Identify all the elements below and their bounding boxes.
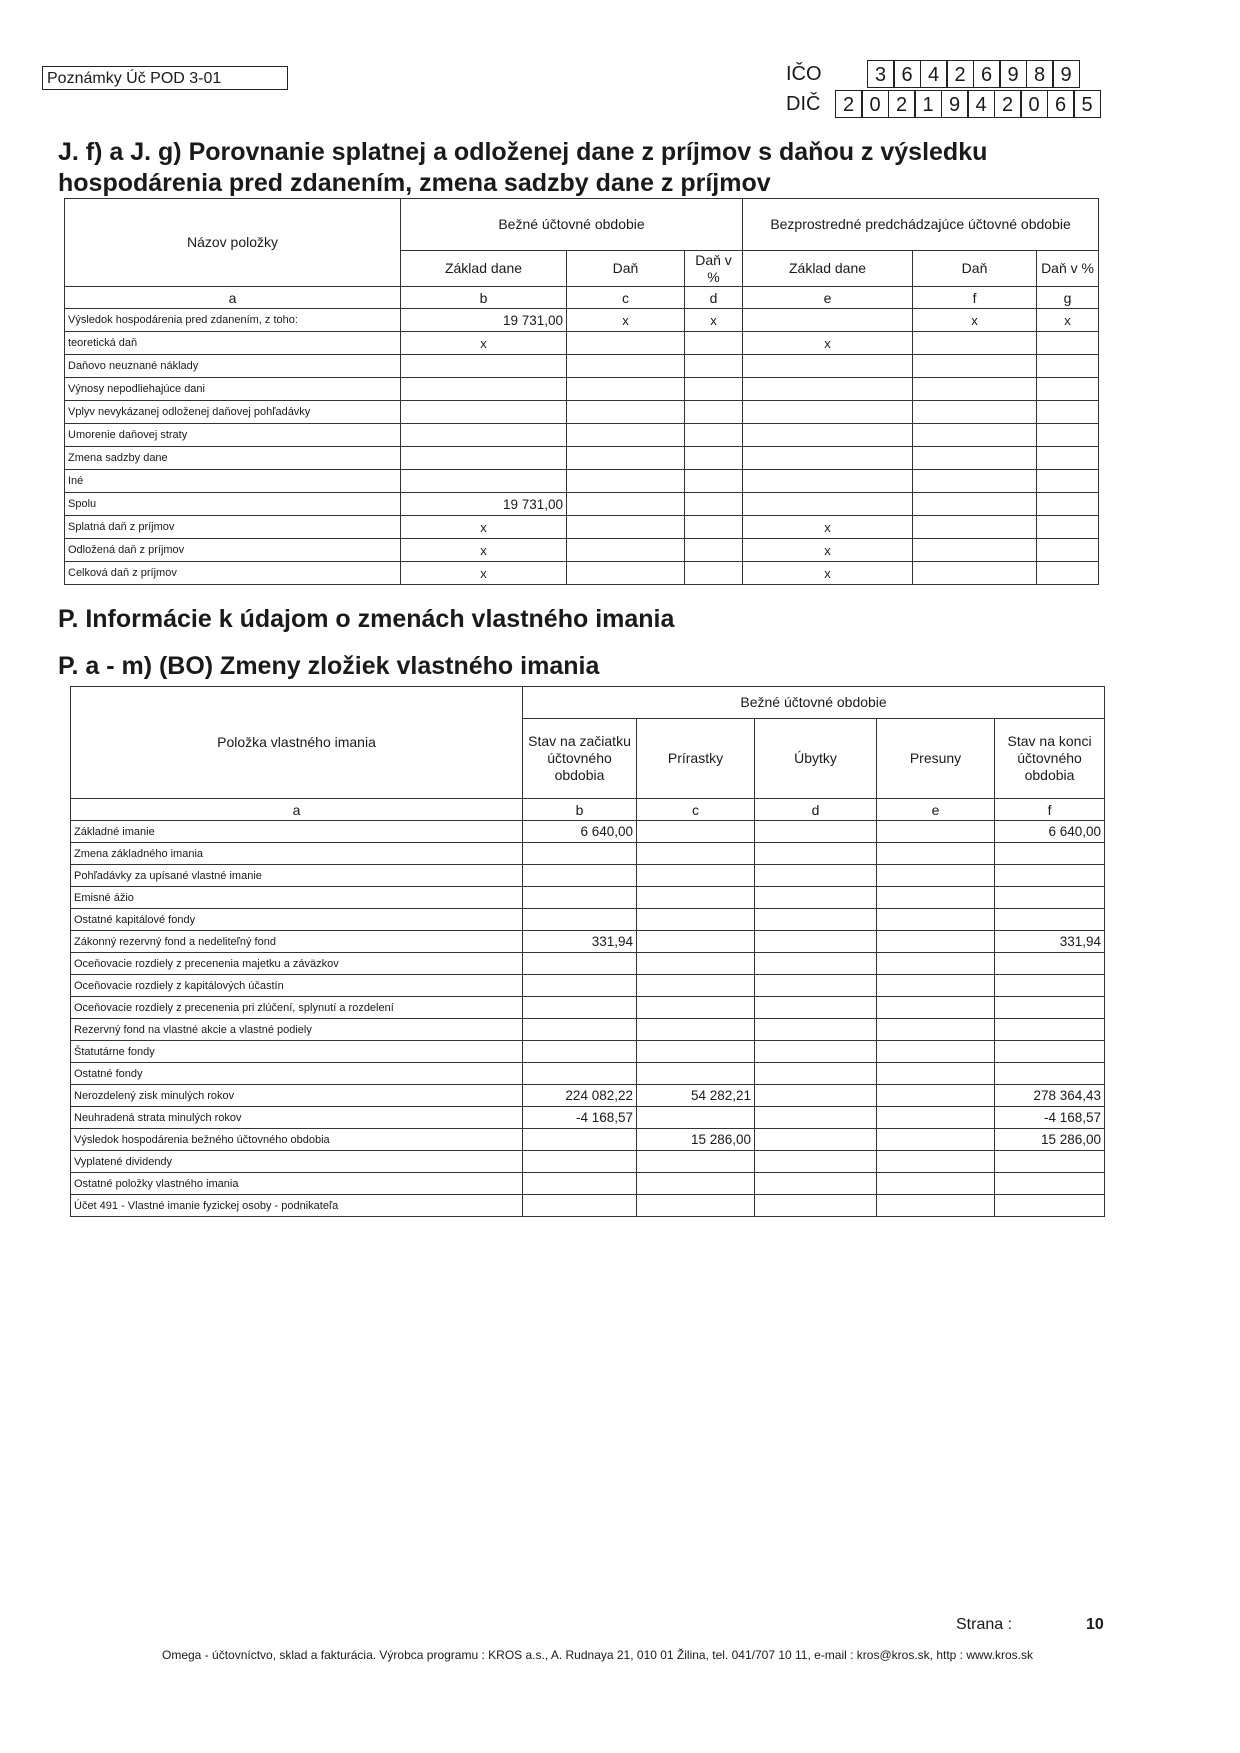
col-letter: a — [65, 287, 401, 309]
col-header-current-period: Bežné účtovné obdobie — [523, 687, 1105, 719]
col-header-base: Základ dane — [401, 251, 567, 287]
cell-g — [1037, 378, 1099, 401]
cell-f — [995, 909, 1105, 931]
cell-c — [567, 470, 685, 493]
cell-d — [685, 378, 743, 401]
cell-f: -4 168,57 — [995, 1107, 1105, 1129]
cell-c — [567, 562, 685, 585]
cell-e — [877, 1195, 995, 1217]
table-row — [71, 953, 1105, 975]
cell-g — [1037, 562, 1099, 585]
cell-f: 278 364,43 — [995, 1085, 1105, 1107]
cell-f — [913, 562, 1037, 585]
cell-f — [995, 1173, 1105, 1195]
cell-g — [1037, 516, 1099, 539]
row-label: Splatná daň z príjmov — [65, 516, 401, 539]
row-label: Oceňovacie rozdiely z precenenia majetku a záväzkov — [71, 953, 523, 975]
col-letter: g — [1037, 287, 1099, 309]
cell-c — [637, 953, 755, 975]
cell-f: 15 286,00 — [995, 1129, 1105, 1151]
row-label: Pohľadávky za upísané vlastné imanie — [71, 865, 523, 887]
cell-c — [637, 975, 755, 997]
dic-digit: 9 — [941, 90, 969, 118]
row-label: Celková daň z príjmov — [65, 562, 401, 585]
cell-e — [743, 470, 913, 493]
cell-d — [685, 447, 743, 470]
col-header-transfer: Presuny — [877, 719, 995, 799]
cell-e — [877, 843, 995, 865]
col-letter: e — [743, 287, 913, 309]
cell-d — [755, 1173, 877, 1195]
cell-b — [401, 378, 567, 401]
table-row — [65, 493, 1099, 516]
cell-b — [401, 424, 567, 447]
section-p-title: P. Informácie k údajom o zmenách vlastného imania — [58, 605, 675, 633]
cell-c — [567, 378, 685, 401]
cell-c — [567, 516, 685, 539]
cell-d — [685, 424, 743, 447]
table-row — [65, 447, 1099, 470]
section-j-title-line2: hospodárenia pred zdanením, zmena sadzby dane z príjmov — [58, 169, 771, 197]
cell-b — [523, 1151, 637, 1173]
row-label: Ostatné kapitálové fondy — [71, 909, 523, 931]
cell-c — [637, 1041, 755, 1063]
dic-digit: 2 — [888, 90, 916, 118]
cell-d — [755, 909, 877, 931]
cell-f — [995, 843, 1105, 865]
cell-d — [755, 865, 877, 887]
cell-e — [877, 865, 995, 887]
col-letter: d — [755, 799, 877, 821]
row-label: Iné — [65, 470, 401, 493]
cell-d — [755, 1019, 877, 1041]
cell-c — [637, 865, 755, 887]
cell-e — [743, 355, 913, 378]
cell-e: x — [743, 539, 913, 562]
cell-d — [755, 1085, 877, 1107]
cell-b: x — [401, 562, 567, 585]
cell-e: x — [743, 516, 913, 539]
table-row — [71, 1019, 1105, 1041]
dic-digit: 2 — [994, 90, 1022, 118]
cell-f — [995, 953, 1105, 975]
col-letter: f — [995, 799, 1105, 821]
page-number: 10 — [1086, 1616, 1104, 1633]
cell-d — [685, 332, 743, 355]
table-row — [71, 1107, 1105, 1129]
table-row — [71, 1173, 1105, 1195]
col-header-tax-pct: Daň v % — [685, 251, 743, 287]
table-row — [65, 378, 1099, 401]
cell-f — [913, 447, 1037, 470]
col-header-tax: Daň — [567, 251, 685, 287]
cell-f — [995, 1151, 1105, 1173]
table-row — [71, 1151, 1105, 1173]
cell-e: x — [743, 562, 913, 585]
cell-f — [995, 975, 1105, 997]
table-row — [71, 843, 1105, 865]
cell-d — [755, 1151, 877, 1173]
cell-e — [877, 821, 995, 843]
cell-b — [523, 843, 637, 865]
ico-digit: 3 — [867, 60, 895, 88]
cell-e — [743, 447, 913, 470]
dic-digit: 6 — [1047, 90, 1075, 118]
cell-d — [685, 470, 743, 493]
cell-c — [567, 332, 685, 355]
cell-c — [637, 887, 755, 909]
ico-digit: 9 — [999, 60, 1027, 88]
cell-g — [1037, 493, 1099, 516]
tax-comparison-table — [64, 198, 1099, 585]
cell-d — [755, 975, 877, 997]
cell-f — [995, 1195, 1105, 1217]
letters-row — [65, 287, 1099, 309]
cell-b — [401, 355, 567, 378]
table-row — [71, 1195, 1105, 1217]
row-label: Nerozdelený zisk minulých rokov — [71, 1085, 523, 1107]
table-row — [71, 975, 1105, 997]
cell-d — [685, 355, 743, 378]
col-header-tax-prev: Daň — [913, 251, 1037, 287]
cell-e — [743, 309, 913, 332]
cell-c — [637, 931, 755, 953]
col-header-equity-item: Položka vlastného imania — [71, 687, 523, 799]
cell-b — [523, 909, 637, 931]
cell-f: 6 640,00 — [995, 821, 1105, 843]
col-header-name: Názov položky — [65, 199, 401, 287]
cell-b: -4 168,57 — [523, 1107, 637, 1129]
cell-b — [523, 865, 637, 887]
row-label: Účet 491 - Vlastné imanie fyzickej osoby - podnikateľa — [71, 1195, 523, 1217]
cell-e — [877, 1151, 995, 1173]
cell-e — [743, 493, 913, 516]
cell-b: x — [401, 539, 567, 562]
table-row — [65, 355, 1099, 378]
table-row — [71, 1085, 1105, 1107]
dic-digit: 0 — [1020, 90, 1048, 118]
cell-c — [637, 1063, 755, 1085]
cell-f — [995, 1063, 1105, 1085]
table-row — [71, 887, 1105, 909]
ico-digit: 8 — [1026, 60, 1054, 88]
col-letter: b — [401, 287, 567, 309]
cell-b — [523, 1019, 637, 1041]
cell-g — [1037, 424, 1099, 447]
row-label: Rezervný fond na vlastné akcie a vlastné podiely — [71, 1019, 523, 1041]
cell-b: 19 731,00 — [401, 493, 567, 516]
table-row — [71, 821, 1105, 843]
cell-d — [755, 843, 877, 865]
table-row — [65, 516, 1099, 539]
cell-d — [755, 931, 877, 953]
row-label: Odložená daň z príjmov — [65, 539, 401, 562]
ico-digit: 6 — [893, 60, 921, 88]
cell-c — [637, 1019, 755, 1041]
cell-c — [567, 493, 685, 516]
row-label: Ostatné fondy — [71, 1063, 523, 1085]
cell-f — [913, 332, 1037, 355]
cell-g — [1037, 539, 1099, 562]
ico-digit: 6 — [973, 60, 1001, 88]
cell-b — [523, 1041, 637, 1063]
cell-g — [1037, 470, 1099, 493]
cell-d — [755, 887, 877, 909]
cell-c: 15 286,00 — [637, 1129, 755, 1151]
section-p-subtitle: P. a - m) (BO) Zmeny zložiek vlastného imania — [58, 652, 600, 680]
ico-digit: 4 — [920, 60, 948, 88]
cell-f — [913, 493, 1037, 516]
cell-f — [913, 539, 1037, 562]
ico-row — [786, 60, 1080, 88]
equity-changes-table — [70, 686, 1105, 1217]
cell-b — [401, 447, 567, 470]
col-header-current-period: Bežné účtovné obdobie — [401, 199, 743, 251]
cell-f — [913, 401, 1037, 424]
dic-row — [786, 90, 1101, 118]
row-label: Ostatné položky vlastného imania — [71, 1173, 523, 1195]
col-header-end: Stav na konci účtovného obdobia — [995, 719, 1105, 799]
cell-c — [567, 424, 685, 447]
row-label: Spolu — [65, 493, 401, 516]
page-label: Strana : — [956, 1616, 1013, 1633]
row-label: Zákonný rezervný fond a nedeliteľný fond — [71, 931, 523, 953]
letters-row — [71, 799, 1105, 821]
row-label: Zmena základného imania — [71, 843, 523, 865]
col-letter: b — [523, 799, 637, 821]
col-header-decrease: Úbytky — [755, 719, 877, 799]
cell-d — [755, 821, 877, 843]
col-letter: f — [913, 287, 1037, 309]
col-letter: d — [685, 287, 743, 309]
cell-d — [755, 1041, 877, 1063]
cell-e — [877, 975, 995, 997]
cell-g — [1037, 401, 1099, 424]
cell-f — [913, 378, 1037, 401]
cell-e — [877, 909, 995, 931]
table-row — [65, 539, 1099, 562]
col-letter: e — [877, 799, 995, 821]
col-letter: c — [567, 287, 685, 309]
cell-c — [637, 821, 755, 843]
cell-e — [743, 424, 913, 447]
col-header-increase: Prírastky — [637, 719, 755, 799]
dic-digit: 4 — [967, 90, 995, 118]
cell-c — [637, 1151, 755, 1173]
cell-f — [913, 470, 1037, 493]
cell-b: 6 640,00 — [523, 821, 637, 843]
cell-b — [401, 401, 567, 424]
cell-f: 331,94 — [995, 931, 1105, 953]
cell-d — [755, 953, 877, 975]
cell-d — [755, 1129, 877, 1151]
cell-e — [877, 1107, 995, 1129]
cell-b — [523, 1173, 637, 1195]
row-label: Výsledok hospodárenia pred zdanením, z toho: — [65, 309, 401, 332]
table-row — [65, 332, 1099, 355]
row-label: Oceňovacie rozdiely z kapitálových účastín — [71, 975, 523, 997]
cell-d — [755, 997, 877, 1019]
cell-b — [523, 887, 637, 909]
cell-e — [877, 1019, 995, 1041]
row-label: Zmena sadzby dane — [65, 447, 401, 470]
row-label: Základné imanie — [71, 821, 523, 843]
cell-c — [567, 539, 685, 562]
cell-e — [743, 401, 913, 424]
cell-c — [567, 447, 685, 470]
col-header-tax-pct-prev: Daň v % — [1037, 251, 1099, 287]
row-label: Oceňovacie rozdiely z precenenia pri zlúčení, splynutí a rozdelení — [71, 997, 523, 1019]
cell-e — [877, 887, 995, 909]
cell-b — [401, 470, 567, 493]
cell-f — [913, 355, 1037, 378]
cell-b: 19 731,00 — [401, 309, 567, 332]
table-row — [65, 424, 1099, 447]
col-header-start: Stav na začiatku účtovného obdobia — [523, 719, 637, 799]
row-label: Umorenie daňovej straty — [65, 424, 401, 447]
cell-c: x — [567, 309, 685, 332]
cell-g — [1037, 355, 1099, 378]
dic-digit: 5 — [1073, 90, 1101, 118]
cell-d — [755, 1195, 877, 1217]
table-row — [71, 865, 1105, 887]
cell-d: x — [685, 309, 743, 332]
cell-c — [637, 1173, 755, 1195]
cell-d — [685, 401, 743, 424]
cell-b — [523, 997, 637, 1019]
table-row — [71, 1041, 1105, 1063]
cell-e — [877, 1173, 995, 1195]
row-label: Štatutárne fondy — [71, 1041, 523, 1063]
cell-c — [567, 401, 685, 424]
cell-c — [637, 909, 755, 931]
table-row — [65, 562, 1099, 585]
col-letter: a — [71, 799, 523, 821]
cell-f — [913, 424, 1037, 447]
row-label: Vplyv nevykázanej odloženej daňovej pohľadávky — [65, 401, 401, 424]
dic-digit: 0 — [861, 90, 889, 118]
cell-f — [995, 997, 1105, 1019]
cell-f — [995, 887, 1105, 909]
col-header-base-prev: Základ dane — [743, 251, 913, 287]
cell-b — [523, 1063, 637, 1085]
cell-b: 224 082,22 — [523, 1085, 637, 1107]
cell-d — [755, 1063, 877, 1085]
cell-e — [877, 1041, 995, 1063]
cell-d — [685, 539, 743, 562]
table-row — [71, 997, 1105, 1019]
cell-f — [995, 865, 1105, 887]
row-label: teoretická daň — [65, 332, 401, 355]
cell-d — [755, 1107, 877, 1129]
ico-label: IČO — [786, 62, 822, 85]
cell-e — [877, 1085, 995, 1107]
table-row — [65, 309, 1099, 332]
table-row — [71, 1129, 1105, 1151]
cell-e — [877, 1063, 995, 1085]
cell-e — [877, 953, 995, 975]
cell-e — [743, 378, 913, 401]
row-label: Daňovo neuznané náklady — [65, 355, 401, 378]
cell-d — [685, 562, 743, 585]
cell-c — [637, 997, 755, 1019]
section-j-title-line1: J. f) a J. g) Porovnanie splatnej a odloženej dane z príjmov s daňou z výsledku — [58, 138, 988, 166]
row-label: Výsledok hospodárenia bežného účtovného obdobia — [71, 1129, 523, 1151]
cell-c: 54 282,21 — [637, 1085, 755, 1107]
row-label: Vyplatené dividendy — [71, 1151, 523, 1173]
dic-label: DIČ — [786, 92, 821, 115]
cell-b: x — [401, 332, 567, 355]
cell-c — [567, 355, 685, 378]
table-row — [71, 931, 1105, 953]
col-header-previous-period: Bezprostredné predchádzajúce účtovné obdobie — [743, 199, 1099, 251]
cell-c — [637, 843, 755, 865]
cell-c — [637, 1107, 755, 1129]
cell-g — [1037, 447, 1099, 470]
cell-d — [685, 516, 743, 539]
cell-e: x — [743, 332, 913, 355]
cell-b — [523, 1129, 637, 1151]
table-row — [71, 1063, 1105, 1085]
cell-b — [523, 953, 637, 975]
cell-f: x — [913, 309, 1037, 332]
ico-digit: 2 — [946, 60, 974, 88]
table-row — [65, 470, 1099, 493]
col-letter: c — [637, 799, 755, 821]
cell-b: 331,94 — [523, 931, 637, 953]
dic-digit: 2 — [835, 90, 863, 118]
cell-e — [877, 1129, 995, 1151]
ico-digit: 9 — [1052, 60, 1080, 88]
row-label: Výnosy nepodliehajúce dani — [65, 378, 401, 401]
row-label: Emisné ážio — [71, 887, 523, 909]
cell-f — [913, 516, 1037, 539]
table-row — [71, 909, 1105, 931]
cell-g — [1037, 332, 1099, 355]
cell-f — [995, 1019, 1105, 1041]
cell-b: x — [401, 516, 567, 539]
table-row — [65, 401, 1099, 424]
document-code: Poznámky Úč POD 3-01 — [42, 66, 288, 90]
cell-f — [995, 1041, 1105, 1063]
cell-c — [637, 1195, 755, 1217]
row-label: Neuhradená strata minulých rokov — [71, 1107, 523, 1129]
dic-digit: 1 — [914, 90, 942, 118]
cell-g: x — [1037, 309, 1099, 332]
cell-d — [685, 493, 743, 516]
software-note: Omega - účtovníctvo, sklad a fakturácia. Výrobca programu : KROS a.s., A. Rudnaya 21, 010 01 Žilina, tel. 041/707 10 11, e-mail : kros@kros.sk, http : www.kros.sk — [162, 1648, 1034, 1662]
cell-e — [877, 997, 995, 1019]
cell-b — [523, 975, 637, 997]
cell-b — [523, 1195, 637, 1217]
cell-e — [877, 931, 995, 953]
